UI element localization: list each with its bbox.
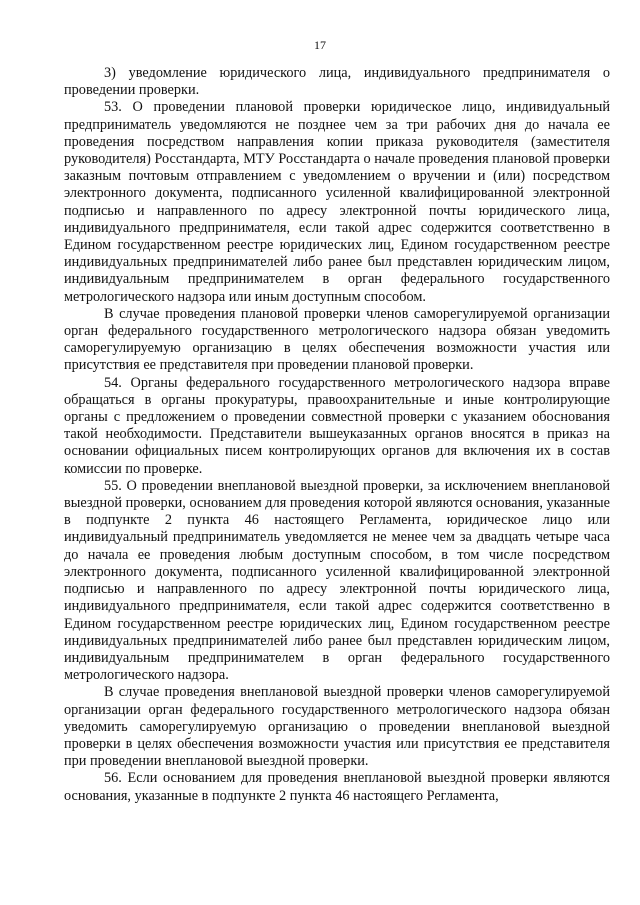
page-number: 17: [314, 38, 326, 52]
paragraph-53-sro: В случае проведения плановой проверки членов саморегулируемой организации орган федерального государственного метрологического надзора обязан уведомить саморегулируемую организацию в целях обеспечения возможности участия или присутствия ее представителя при проведении плановой проверки.: [64, 305, 610, 374]
paragraph-55-sro: В случае проведения внеплановой выездной проверки членов саморегулируемой организации орган федерального государственного метрологического надзора обязан уведомить саморегулируемую организацию о проведении внеплановой выездной проверки в целях обеспечения возможности участия или присутствия ее представителя при проведении внеплановой выездной проверки.: [64, 684, 610, 770]
paragraph-item-3-notification: 3) уведомление юридического лица, индивидуального предпринимателя о проведении проверки.: [64, 65, 610, 99]
document-body: [64, 65, 610, 805]
paragraph-56: 56. Если основанием для проведения внеплановой выездной проверки являются основания, указанные в подпункте 2 пункта 46 настоящего Регламента,: [64, 770, 610, 804]
paragraph-55: 55. О проведении внеплановой выездной проверки, за исключением внеплановой выездной проверки, основанием для проведения которой являются основания, указанные в подпункте 2 пункта 46 настоящего Регламента, юридическое лицо или индивидуальный предприниматель уведомляется не менее чем за двадцать четыре часа до начала ее проведения любым доступным способом, в том числе посредством электронного документа, подписанного усиленной квалифицированной электронной подписью и направленного по адресу электронной почты юридического лица, индивидуального предпринимателя, если такой адрес содержится соответственно в Едином государственном реестре юридических лиц, Едином государственном реестре индивидуальных предпринимателей либо ранее был представлен юридическим лицом, индивидуальным предпринимателем в орган федерального государственного метрологического надзора.: [64, 477, 610, 684]
paragraph-53: 53. О проведении плановой проверки юридическое лицо, индивидуальный предприниматель уведомляются не позднее чем за три рабочих дня до начала ее проведения посредством направления копии приказа руководителя (заместителя руководителя) Росстандарта, МТУ Росстандарта о начале проведения плановой проверки заказным почтовым отправлением с уведомлением о вручении и (или) посредством электронного документа, подписанного усиленной квалифицированной электронной подписью и направленного по адресу электронной почты юридического лица, индивидуального предпринимателя, если такой адрес содержится соответственно в Едином государственном реестре юридических лиц, Едином государственном реестре индивидуальных предпринимателей либо ранее был представлен юридическим лицом, индивидуальным предпринимателем в орган федерального государственного метрологического надзора или иным доступным способом.: [64, 99, 610, 305]
paragraph-54: 54. Органы федерального государственного метрологического надзора вправе обращаться в органы прокуратуры, правоохранительные и иные контролирующие органы с предложением о проведении совместной проверки с указанием обоснования такой необходимости. Представители вышеуказанных органов вносятся в приказ на основании официальных писем контролирующих органов для включения их в состав комиссии по проверке.: [64, 374, 610, 477]
